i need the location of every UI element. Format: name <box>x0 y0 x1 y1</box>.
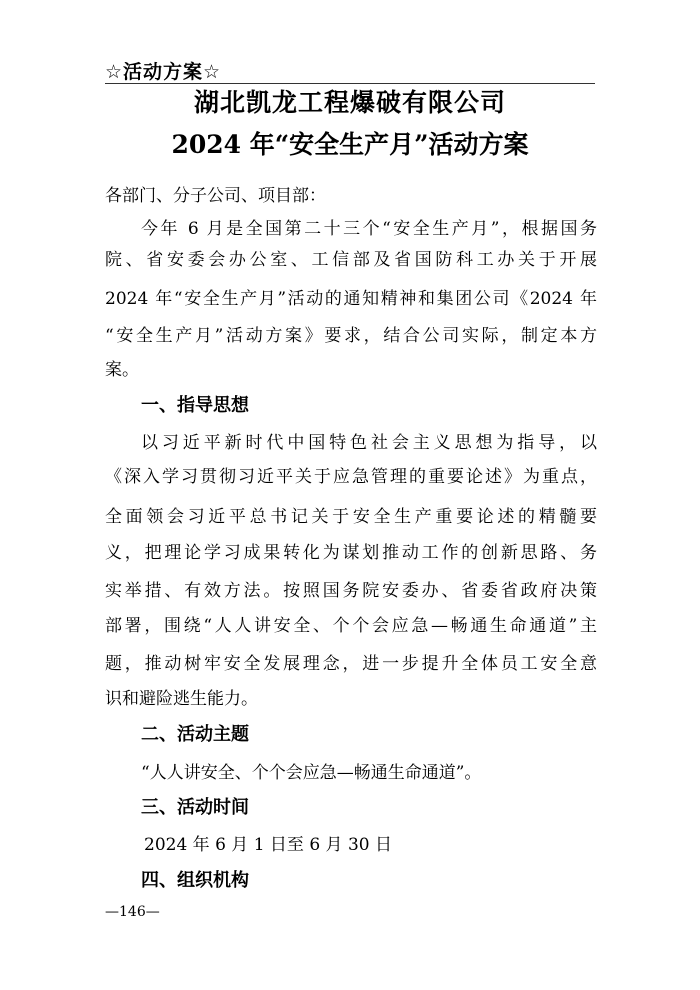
intro-line: 案。 <box>105 360 139 380</box>
section-heading-2: 二、活动主题 <box>141 724 249 745</box>
section-1-line: 《深入学习贯彻习近平关于应急管理的重要论述》为重点， <box>105 467 597 487</box>
title-line-2: 2024 年“安全生产月”活动方案 <box>171 130 529 159</box>
header-divider <box>105 83 595 84</box>
intro-line: 今年 6 月是全国第二十三个“安全生产月”，根据国务 <box>141 219 597 239</box>
title-line-1: 湖北凯龙工程爆破有限公司 <box>193 88 506 117</box>
section-1-line: 以习近平新时代中国特色社会主义思想为指导，以 <box>141 433 597 453</box>
section-1-line: 实举措、有效方法。按照国务院安委办、省委省政府决策 <box>105 581 597 601</box>
salutation: 各部门、分子公司、项目部： <box>105 186 326 206</box>
section-1-line: 识和避险逃生能力。 <box>105 689 258 709</box>
page-number: —146— <box>105 904 160 920</box>
section-1-line: 题，推动树牢安全发展理念，进一步提升全体员工安全意 <box>105 654 597 674</box>
section-1-line: 义，把理论学习成果转化为谋划推动工作的创新思路、务 <box>105 543 597 563</box>
intro-line: 院、省安委会办公室、工信部及省国防科工办关于开展 <box>105 250 597 270</box>
section-3-text: 2024 年 6 月 1 日至 6 月 30 日 <box>144 835 392 855</box>
section-heading-4: 四、组织机构 <box>141 870 249 891</box>
intro-line: “安全生产月”活动方案》要求，结合公司实际，制定本方 <box>105 326 597 346</box>
section-2-text: “人人讲安全、个个会应急—畅通生命通道”。 <box>141 763 482 783</box>
section-heading-1: 一、指导思想 <box>141 395 249 416</box>
intro-line: 2024 年“安全生产月”活动的通知精神和集团公司《2024 年 <box>105 289 597 309</box>
section-1-line: 部署，围绕“人人讲安全、个个会应急—畅通生命通道”主 <box>105 616 597 636</box>
section-1-line: 全面领会习近平总书记关于安全生产重要论述的精髓要 <box>105 507 597 527</box>
section-heading-3: 三、活动时间 <box>141 797 249 818</box>
header-label: ☆活动方案☆ <box>105 61 222 83</box>
